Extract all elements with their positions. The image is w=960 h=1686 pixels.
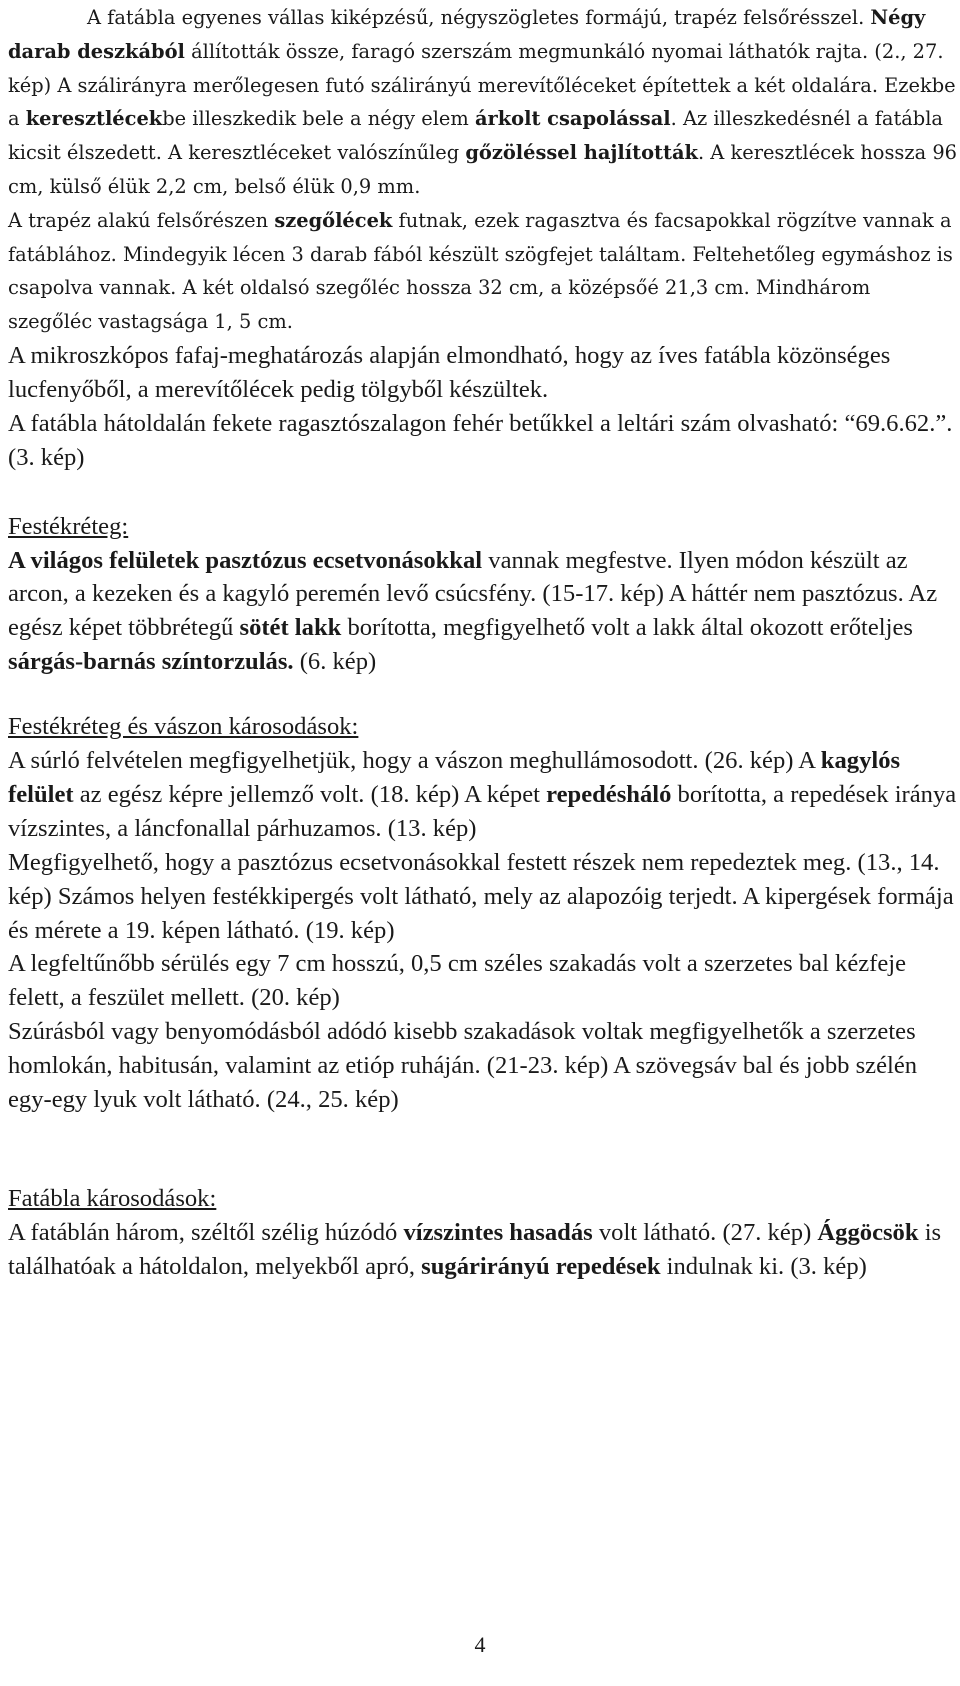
paragraph: A fatáblán három, széltől szélig húzódó vízszintes hasadás volt látható. (27. kép) Ággöcsök is találhatóak a hátoldalon, melyekből apró, sugárirányú repedések indulnak ki. (3. kép): [8, 1218, 942, 1280]
paragraph: A fatábla egyenes vállas kiképzésű, négyszögletes formájú, trapéz felsőrésszel. Négy darab deszkából állították össze, faragó szerszám megmunkáló nyomai láthatók rajta. (2., 27. kép) A szálirányra merőlegesen futó szálirányú merevítőléceket építettek a két oldalára. Ezekbe a keresztlécekbe illeszkedik bele a négy elem árkolt csapolással. Az illeszkedésnél a fatábla kicsit élszedett. A keresztléceket valószínűleg gőzöléssel hajlították. A keresztlécek hossza 96 cm, külső élük 2,2 cm, belső élük 0,9 mm.: [8, 6, 957, 198]
paragraph: A fatábla hátoldalán fekete ragasztószalagon fehér betűkkel a leltári szám olvasható: “69.6.62.”. (3. kép): [8, 409, 953, 471]
document-page: [8, 0, 958, 1284]
section-heading-panel-damage: Fatábla károsodások:: [8, 1185, 217, 1212]
paragraph: A mikroszkópos fafaj-meghatározás alapján elmondható, hogy az íves fatábla közönséges lucfenyőből, a merevítőlécek pedig tölgyből készültek.: [8, 341, 891, 403]
wood-panel-description: [8, 0, 958, 339]
body-text: [8, 339, 958, 1284]
page-number: 4: [474, 1632, 486, 1657]
paragraph: A világos felületek pasztózus ecsetvonásokkal vannak megfestve. Ilyen módon készült az arcon, a kezeken és a kagyló peremén levő csúcsfény. (15-17. kép) A háttér nem pasztózus. Az egész képet többrétegű sötét lakk borította, megfigyelhető volt a lakk által okozott erőteljes sárgás-barnás színtorzulás. (6. kép): [8, 546, 938, 676]
paragraph: Szúrásból vagy benyomódásból adódó kisebb szakadások voltak megfigyelhetők a szerzetes homlokán, habitusán, valamint az etióp ruháján. (21-23. kép) A szövegsáv bal és jobb szélén egy-egy lyuk volt látható. (24., 25. kép): [8, 1018, 918, 1114]
paragraph: A legfeltűnőbb sérülés egy 7 cm hosszú, 0,5 cm széles szakadás volt a szerzetes bal kézfeje felett, a feszület mellett. (20. kép): [8, 950, 907, 1012]
section-heading-canvas-damage: Festékréteg és vászon károsodások:: [8, 713, 359, 741]
paragraph: Megfigyelhető, hogy a pasztózus ecsetvonásokkal festett részek nem repedeztek meg. (13., 14. kép) Számos helyen festékkipergés volt látható, mely az alapozóig terjedt. A kipergések formája és mérete a 19. képen látható. (19. kép): [8, 848, 954, 944]
paragraph: A trapéz alakú felsőrészen szegőlécek futnak, ezek ragasztva és facsapokkal rögzítve vannak a fatáblához. Mindegyik lécen 3 darab fából készült szögfejet találtam. Feltehetőleg egymáshoz is csapolva vannak. A két oldalsó szegőléc hossza 32 cm, a középsőé 21,3 cm. Mindhárom szegőléc vastagsága 1, 5 cm.: [8, 208, 953, 334]
paragraph: A súrló felvételen megfigyelhetjük, hogy a vászon meghullámosodott. (26. kép) A kagylós felület az egész képre jellemző volt. (18. kép) A képet repedésháló borította, a repedések iránya vízszintes, a láncfonallal párhuzamos. (13. kép): [8, 747, 957, 842]
section-heading-paint-layer: Festékréteg:: [8, 512, 129, 540]
